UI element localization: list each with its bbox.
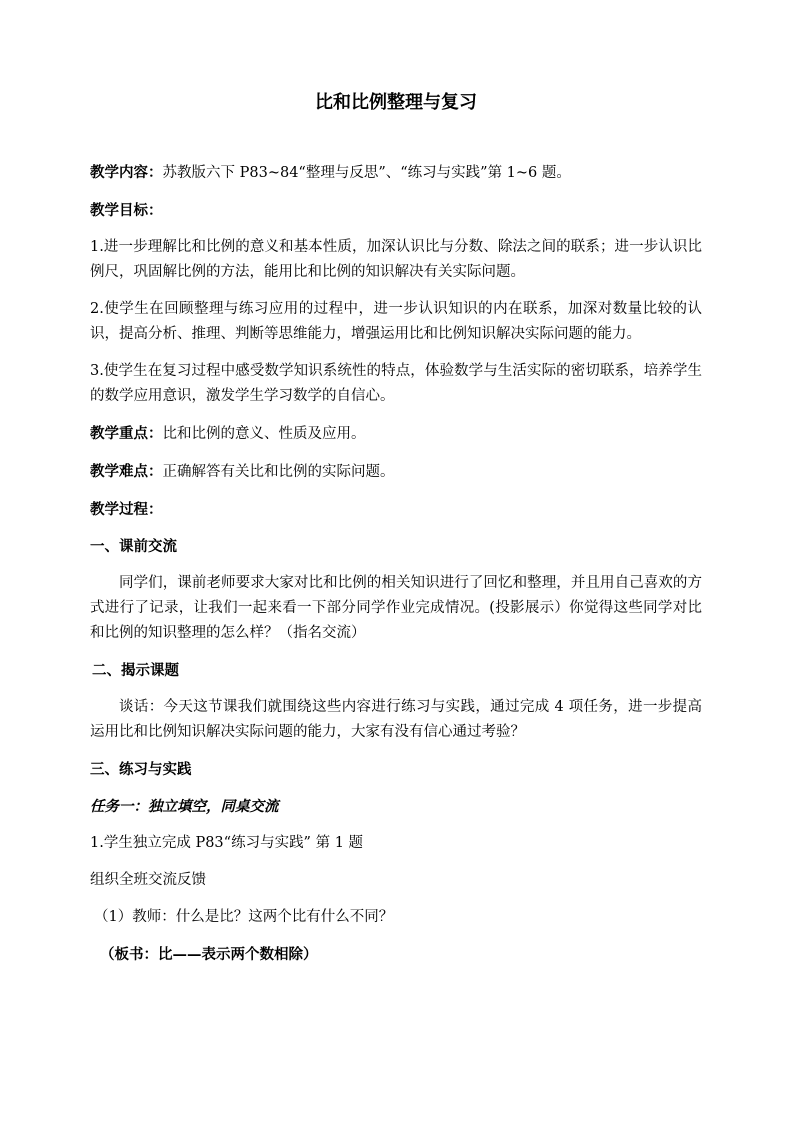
difficulty-label: 教学难点： — [90, 463, 163, 480]
key-point — [90, 421, 702, 447]
teaching-content — [90, 160, 702, 186]
goal-item-2: 2.使学生在回顾整理与练习应用的过程中，进一步认识知识的内在联系，加深对数量比较的认识，提高分析、推理、判断等思维能力，增强运用比和比例知识解决实际问题的能力。 — [90, 301, 702, 342]
difficulty-text: 正确解答有关比和比例的实际问题。 — [162, 464, 395, 480]
section-3-heading: 三、练习与实践 — [90, 761, 192, 778]
exercise-line-2: 组织全班交流反馈 — [90, 872, 206, 888]
key-point-text: 比和比例的意义、性质及应用。 — [162, 426, 366, 442]
board-note: （板书：比——表示两个数相除） — [100, 946, 318, 963]
teaching-content-label: 教学内容： — [90, 164, 163, 181]
goal-item-1: 1.进一步理解比和比例的意义和基本性质，加深认识比与分数、除法之间的联系；进一步认识比例尺，巩固解比例的方法，能用比和比例的知识解决有关实际问题。 — [90, 239, 702, 280]
difficulty — [90, 459, 702, 485]
process-heading: 教学过程： — [90, 501, 163, 518]
page-title: 比和比例整理与复习 — [315, 92, 477, 113]
section-1-heading: 一、课前交流 — [90, 538, 177, 555]
exercise-line-3: （1）教师：什么是比？这两个比有什么不同？ — [94, 909, 394, 925]
document-body — [90, 88, 702, 979]
task-1-heading: 任务一：独立填空，同桌交流 — [90, 798, 279, 815]
key-point-label: 教学重点： — [90, 425, 163, 442]
exercise-line-1: 1.学生独立完成 P83“练习与实践” 第 1 题 — [90, 835, 364, 851]
teaching-content-text: 苏教版六下 P83~84“整理与反思”、“练习与实践”第 1~6 题。 — [162, 165, 571, 181]
goals-heading: 教学目标： — [90, 202, 163, 219]
section-2-heading: 二、揭示课题 — [92, 662, 179, 679]
section-1-text: 同学们，课前老师要求大家对比和比例的相关知识进行了回忆和整理，并且用自己喜欢的方式进行了记录，让我们一起来看一下部分同学作业完成情况。(投影展示）你觉得这些同学对比和比例的知识整理的怎么样？（指名交流） — [90, 575, 702, 641]
goal-item-3: 3.使学生在复习过程中感受数学知识系统性的特点，体验数学与生活实际的密切联系，培养学生的数学应用意识，激发学生学习数学的自信心。 — [90, 363, 702, 404]
section-2-text: 谈话：今天这节课我们就围绕这些内容进行练习与实践，通过完成 4 项任务，进一步提高运用比和比例知识解决实际问题的能力，大家有没有信心通过考验？ — [90, 699, 702, 740]
